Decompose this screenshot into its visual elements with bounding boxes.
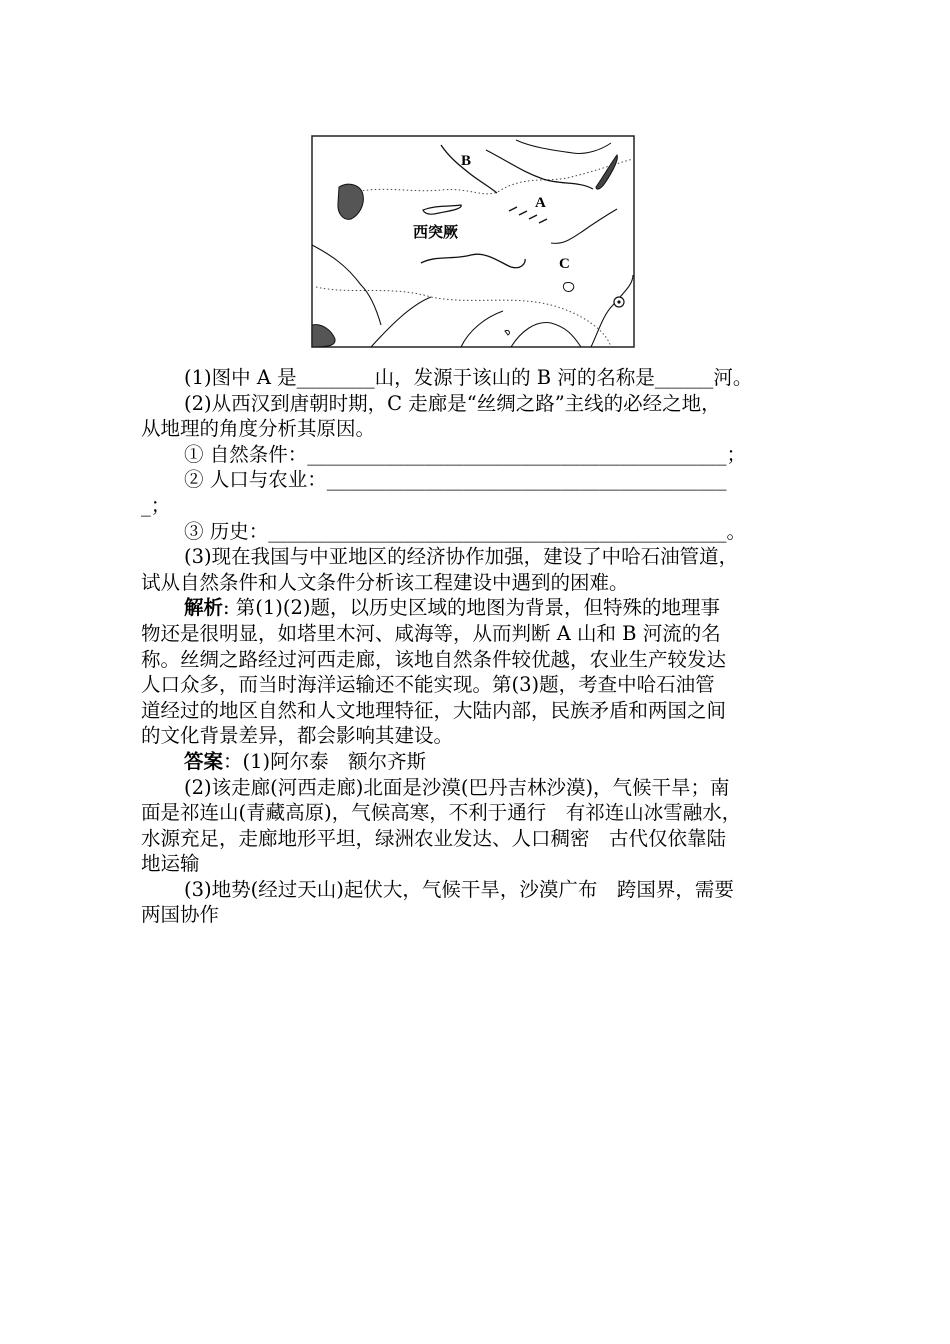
question-3-line2: 试从自然条件和人文条件分析该工程建设中遇到的困难。 [141, 570, 629, 594]
map-frame [312, 136, 634, 347]
map-figure [311, 135, 635, 348]
analysis-label: 解析 [184, 596, 224, 620]
question-2b-line2: _； [141, 493, 171, 517]
analysis-line1-text: : 第(1)(2)题，以历史区域的地图为背景，但特殊的地理事 [223, 596, 721, 620]
answer-2-line4: 地运输 [141, 852, 200, 876]
answer-1 [141, 749, 821, 775]
answer-3-line1: (3)地势(经过天山)起伏大，气候干旱，沙漠广布 跨国界，需要 [184, 877, 734, 901]
analysis-line2: 物还是很明显，如塔里木河、咸海等，从而判断 A 山和 B 河流的名 [141, 621, 721, 645]
question-1: (1)图中 A 是________山，发源于该山的 B 河的名称是______河。 [184, 366, 753, 389]
answer-3-line2: 两国协作 [141, 903, 220, 927]
analysis-line4: 人口众多，而当时海洋运输还不能实现。第(3)题，考查中哈石油管 [141, 673, 715, 697]
question-2-line1: (2)从西汉到唐朝时期，C 走廊是“丝绸之路”主线的必经之地， [184, 391, 721, 415]
answer-2-line1: (2)该走廊(河西走廊)北面是沙漠(巴丹吉林沙漠)，气候干旱；南 [184, 775, 730, 799]
question-2b-line1: ② 人口与农业：_________________________________________ [184, 468, 727, 492]
analysis-line1 [141, 595, 821, 621]
map-label-region: 西突厥 [413, 223, 459, 241]
answer-label: 答案 [184, 749, 224, 773]
question-body [141, 365, 821, 928]
question-2c: ③ 历史：_______________________________________________。 [184, 519, 746, 543]
answer-2-line2: 面是祁连山(青藏高原)，气候高寒，不利于通行 有祁连山冰雪融水， [141, 801, 742, 825]
analysis-line5: 道经过的地区自然和人文地理特征，大陆内部，民族矛盾和两国之间 [141, 698, 727, 722]
answer-1-text: ：(1)阿尔泰 额尔齐斯 [223, 749, 427, 773]
map-label-c: C [559, 256, 570, 272]
question-3-line1: (3)现在我国与中亚地区的经济协作加强，建设了中哈石油管道， [184, 545, 739, 569]
answer-2-line3: 水源充足，走廊地形平坦，绿洲农业发达、人口稠密 古代仅依靠陆 [141, 826, 727, 850]
analysis-line3: 称。丝绸之路经过河西走廊，该地自然条件较优越，农业生产较发达 [141, 647, 727, 671]
question-2a: ① 自然条件：___________________________________________； [184, 442, 746, 466]
map-small-lake-c [563, 283, 573, 292]
map-label-b: B [461, 153, 472, 169]
map-label-a: A [535, 195, 546, 211]
analysis-line6: 的文化背景差异，都会影响其建设。 [141, 724, 454, 748]
question-2-line2: 从地理的角度分析其原因。 [141, 417, 376, 441]
